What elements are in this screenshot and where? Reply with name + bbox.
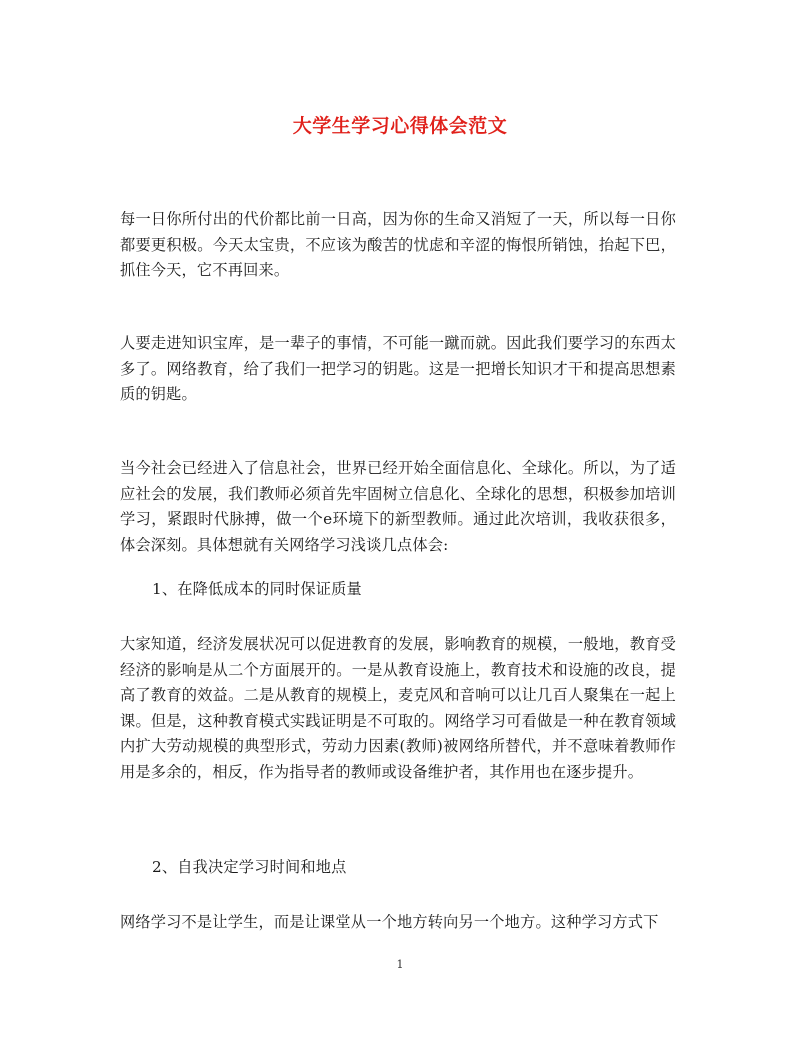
section-heading-2: 2、自我决定学习时间和地点	[152, 858, 347, 876]
page-number: 1	[396, 958, 404, 971]
section-heading-1: 1、在降低成本的同时保证质量	[152, 580, 362, 598]
paragraph-2: 人要走进知识宝库，是一辈子的事情，不可能一蹴而就。因此我们要学习的东西太多了。网络教育，给了我们一把学习的钥匙。这是一把增长知识才干和提高思想素质的钥匙。	[120, 334, 676, 403]
paragraph-3: 当今社会已经进入了信息社会，世界已经开始全面信息化、全球化。所以，为了适应社会的发展，我们教师必须首先牢固树立信息化、全球化的思想，积极参加培训学习，紧跟时代脉搏，做一个e环境下的新型教师。通过此次培训，我收获很多，体会深刻。具体想就有关网络学习浅谈几点体会:	[120, 459, 676, 554]
paragraph-5: 网络学习不是让学生，而是让课堂从一个地方转向另一个地方。这种学习方式下	[120, 913, 659, 931]
paragraph-1: 每一日你所付出的代价都比前一日高，因为你的生命又消短了一天，所以每一日你都要更积极。今天太宝贵，不应该为酸苦的忧虑和辛涩的悔恨所销蚀，抬起下巴，抓住今天，它不再回来。	[120, 210, 676, 279]
document-title: 大学生学习心得体会范文	[292, 115, 508, 137]
paragraph-4: 大家知道，经济发展状况可以促进教育的发展，影响教育的规模，一般地，教育受经济的影响是从二个方面展开的。一是从教育设施上，教育技术和设施的改良，提高了教育的效益。二是从教育的规模上，麦克风和音响可以让几百人聚集在一起上课。但是，这种教育模式实践证明是不可取的。网络学习可看做是一种在教育领域内扩大劳动规模的典型形式，劳动力因素(教师)被网络所替代，并不意味着教师作用是多余的，相反，作为指导者的教师或设备维护者，其作用也在逐步提升。	[120, 635, 676, 781]
